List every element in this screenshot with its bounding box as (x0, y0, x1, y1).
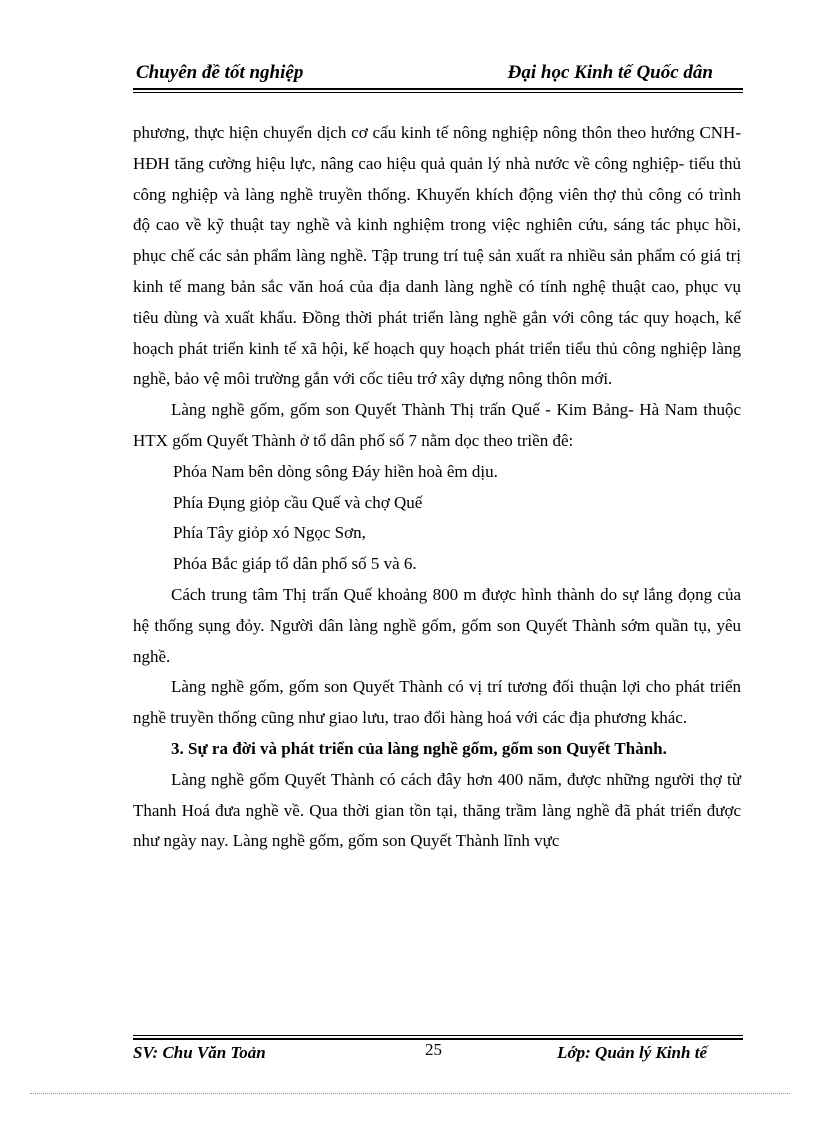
page-body (133, 118, 741, 857)
paragraph-3: Cách trung tâm Thị trấn Quế khoảng 800 m được hình thành do sự lắng đọng của hệ thống sụng đỏy. Người dân làng nghề gốm, gốm son Quyết Thành sớm quần tụ, yêu nghề. (133, 584, 741, 666)
header-rule-thin (133, 92, 743, 93)
header-thesis-title: Chuyên đề tốt nghiệp (136, 62, 304, 83)
paragraph-1: phương, thực hiện chuyển dịch cơ cấu kinh tế nông nghiệp nông thôn theo hướng CNH- HĐH tăng cường hiệu lực, nâng cao hiệu quả quản lý nhà nước về công nghiệp- tiểu thủ công nghiệp và làng nghề truyền thống. Khuyến khích động viên thợ thủ công có trình độ cao về kỹ thuật tay nghề và kinh nghiệm trong việc nghiên cứu, sáng tác phục hồi, phục chế các sản phẩm làng nghề. Tập trung trí tuệ sản xuất ra nhiều sản phẩm có giá trị kinh tế mang bản sắc văn hoá của địa danh làng nghề có tính nghệ thuật cao, phục vụ tiêu dùng và xuất khẩu. Đồng thời phát triển làng nghề gắn với công tác quy hoạch, kế hoạch phát triển kinh tế xã hội, kế hoạch quy hoạch phát triển tiểu thủ công nghiệp làng nghề, bảo vệ môi trường gắn với cốc tiêu trớ xây dựng nông thôn mới. (133, 123, 741, 389)
footer-rule-thin (133, 1035, 743, 1036)
page-number: 25 (425, 1040, 442, 1059)
footer-student: SV: Chu Văn Toản (133, 1043, 266, 1062)
direction-south: Phóa Nam bên dòng sông Đáy hiền hoà êm dịu. (173, 461, 498, 481)
paragraph-4: Làng nghề gốm, gốm son Quyết Thành có vị trí tương đối thuận lợi cho phát triển nghề truyền thống cũng như giao lưu, trao đổi hàng hoá với các địa phương khác. (133, 677, 741, 728)
paragraph-5: Làng nghề gốm Quyết Thành có cách đây hơn 400 năm, được những người thợ từ Thanh Hoá đưa nghề về. Qua thời gian tồn tại, thăng trầm làng nghề đã phát triển được như ngày nay. Làng nghề gốm, gốm son Quyết Thành lĩnh vực (133, 769, 741, 851)
page-header (133, 58, 743, 88)
header-university: Đại học Kinh tế Quốc dân (507, 62, 713, 83)
paragraph-2: Làng nghề gốm, gốm son Quyết Thành Thị trấn Quế - Kim Bảng- Hà Nam thuộc HTX gốm Quyết Thành ở tổ dân phố số 7 nằm dọc theo triền đê: (133, 400, 741, 450)
page-footer (133, 1040, 743, 1068)
bottom-dotted-line (30, 1093, 790, 1094)
direction-north: Phóa Bắc giáp tổ dân phố số 5 và 6. (173, 554, 417, 574)
section-heading: 3. Sự ra đời và phát triển của làng nghề gốm, gốm son Quyết Thành. (171, 738, 667, 758)
footer-class: Lớp: Quản lý Kinh tế (557, 1043, 707, 1062)
direction-west: Phía Tây giỏp xó Ngọc Sơn, (173, 523, 366, 543)
direction-east: Phía Đụng giỏp cầu Quế và chợ Quế (173, 492, 423, 512)
header-rule-thick (133, 88, 743, 90)
